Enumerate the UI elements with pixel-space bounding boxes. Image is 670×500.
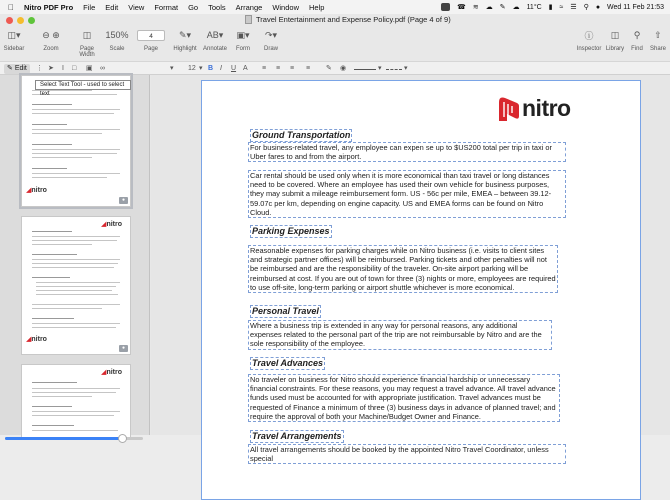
section-heading[interactable]: Parking Expenses: [252, 226, 330, 236]
annotate-button[interactable]: [202, 28, 228, 52]
underline-button[interactable]: U: [231, 65, 237, 72]
italic-button[interactable]: I: [220, 65, 222, 72]
page-label: Page: [143, 46, 158, 52]
zoom-button[interactable]: [40, 28, 62, 52]
inspector-button[interactable]: [576, 28, 602, 52]
thumbnail-badge: ●: [119, 197, 128, 204]
sidebar-label: Sidebar: [3, 46, 25, 52]
thumbnail-size-slider-knob[interactable]: [118, 434, 127, 443]
page-number-input[interactable]: 4: [137, 30, 165, 41]
close-window-button[interactable]: [6, 17, 13, 24]
menu-bar: [0, 0, 670, 14]
page-thumbnail[interactable]: [21, 75, 131, 207]
link-tool-icon[interactable]: ∞: [100, 65, 105, 72]
fill-color-icon[interactable]: ◉: [340, 65, 347, 72]
share-button[interactable]: [648, 28, 668, 52]
bold-button[interactable]: B: [208, 65, 214, 72]
temperature[interactable]: 11°C: [526, 3, 542, 11]
select-text-tooltip: Select Text Tool - used to select text: [35, 80, 131, 90]
nitro-logo-thumb: ◢nitro: [26, 187, 47, 194]
annotate-label: Annotate: [202, 46, 228, 52]
battery-icon[interactable]: ▮: [548, 4, 553, 11]
menu-tools[interactable]: Tools: [208, 2, 226, 12]
zoom-icon: ⊖ ⊕: [42, 29, 60, 40]
paragraph[interactable]: Reasonable expenses for parking charges while on Nitro business (i.e. visits to client sites and strategic partner offices) will be reimbursed. Parking tickets and other penalties will not be reimbursed and are the responsibility of the traveler. On-site airport parking will be reimbursed at cost. If you are out of town for three (3) nights or more, employees are required to use off-site, long-term parking or airport shuttle whichever is more economical.: [248, 245, 558, 293]
app-window: [0, 14, 670, 464]
apple-icon[interactable]: [8, 3, 18, 12]
menu-file[interactable]: File: [83, 2, 96, 12]
form-label: Form: [236, 46, 250, 52]
draw-button[interactable]: [258, 28, 284, 52]
pdf-file-icon: [245, 15, 252, 24]
share-icon: ⇧: [654, 29, 662, 40]
menu-window[interactable]: Window: [272, 2, 299, 12]
page-width-label: Page Width: [79, 46, 95, 58]
section-heading[interactable]: Ground Transportation: [252, 130, 351, 140]
form-button[interactable]: [232, 28, 254, 52]
section-heading[interactable]: Travel Advances: [252, 358, 324, 368]
menu-edit[interactable]: Edit: [105, 2, 119, 12]
edit-mode-button[interactable]: ✎ Edit: [4, 64, 30, 74]
text-select-tool-icon[interactable]: I: [62, 65, 64, 72]
text-annotate-icon: AB▾: [206, 29, 224, 40]
paragraph[interactable]: Car rental should be used only when it is more economical than taxi travel or long distances need to be covered. Where an employee has used their own vehicle for business purposes, they may submit a mileage reimbursement form. US - 56c per mile, EMEA – between 39.12-59.07c per km, depending on engine capacity. US and EMEA forms can be found on Nitro Cloud.: [248, 170, 566, 218]
line-style-dropdown[interactable]: [354, 64, 376, 70]
justify-icon[interactable]: ≡: [306, 65, 311, 72]
sidebar-icon: ◫▾: [7, 29, 21, 40]
weather-icon[interactable]: ☁: [512, 4, 520, 11]
status-app-icon[interactable]: [441, 3, 450, 11]
paragraph[interactable]: For business-related travel, any employee can expen se up to $US200 total per trip in taxi or Uber fares to and from the airport.: [248, 142, 566, 162]
image-tool-icon[interactable]: ▣: [86, 65, 93, 72]
thumbnail-size-slider[interactable]: [5, 437, 143, 440]
draw-icon: ↷▾: [264, 29, 278, 40]
text-color-button[interactable]: A: [243, 65, 248, 72]
library-icon: ◫: [610, 29, 620, 40]
library-label: Library: [605, 46, 625, 52]
menu-go[interactable]: Go: [188, 2, 199, 12]
rect-tool-icon[interactable]: □: [72, 65, 77, 72]
font-dropdown[interactable]: ▾: [170, 65, 174, 72]
library-button[interactable]: [604, 28, 626, 52]
highlight-label: Highlight: [173, 46, 197, 52]
thumbnail-size-slider-fill: [5, 437, 122, 440]
zoom-window-button[interactable]: [28, 17, 35, 24]
wave-icon[interactable]: ≋: [472, 4, 479, 11]
paragraph[interactable]: All travel arrangements should be booked by the appointed Nitro Travel Coordinator, unless special: [248, 444, 566, 464]
edit-label: Edit: [14, 65, 27, 72]
find-label: Find: [631, 46, 643, 52]
format-bar: [0, 61, 670, 75]
section-heading[interactable]: Travel Arrangements: [252, 431, 342, 441]
scale-value[interactable]: 150%: [105, 30, 129, 40]
font-size-field[interactable]: 12: [188, 65, 196, 72]
thumbnail-badge: ●: [119, 345, 128, 352]
window-controls: [6, 17, 35, 24]
menu-help[interactable]: Help: [309, 2, 325, 12]
clock[interactable]: Wed 11 Feb 21:53: [607, 3, 664, 11]
siri-icon[interactable]: ●: [595, 3, 601, 11]
inspector-label: Inspector: [576, 46, 602, 52]
title-bar: [0, 14, 670, 28]
document-title-text: Travel Entertainment and Expense Policy.pdf (Page 4 of 9): [256, 15, 451, 24]
section-heading[interactable]: Personal Travel: [252, 306, 319, 316]
nitro-mark-icon: [496, 93, 520, 123]
pen-icon[interactable]: ✎: [499, 4, 506, 11]
find-button[interactable]: [628, 28, 646, 52]
wifi-icon[interactable]: ≈: [559, 3, 564, 11]
search-icon[interactable]: ⚲: [583, 4, 589, 11]
zoom-label: Zoom: [43, 46, 59, 52]
menu-view[interactable]: View: [128, 2, 145, 12]
page-width-button[interactable]: [72, 28, 102, 58]
line-width-chevron[interactable]: ▾: [404, 65, 408, 72]
form-icon: ▣▾: [236, 29, 250, 40]
app-menu[interactable]: Nitro PDF Pro: [24, 2, 74, 12]
font-size-dropdown[interactable]: ▾: [199, 65, 203, 72]
page-thumbnail[interactable]: [21, 364, 131, 439]
nitro-logo-text: nitro: [522, 94, 571, 121]
minimize-window-button[interactable]: [17, 17, 24, 24]
line-width-dropdown[interactable]: [386, 64, 402, 70]
select-tool-icon[interactable]: ➤: [48, 65, 54, 72]
paragraph[interactable]: No traveler on business for Nitro should experience financial hardship or unnecessary financial constraints. For these reasons, you may request a travel advance. All travel advance funds used must be accounted for with appropriate justification. Travel advances must be requested of Finance a minimum of three (3) business days in advance of planned travel; and require the approval of both your Machine/Budget Owner and Finance.: [248, 374, 560, 422]
nitro-logo-thumb-footer: ◢nitro: [26, 336, 47, 343]
line-style-chevron[interactable]: ▾: [378, 65, 382, 72]
page-control: [136, 28, 166, 52]
find-icon: ⚲: [633, 29, 641, 40]
menu-arrange[interactable]: Arrange: [235, 2, 263, 12]
thumbnail-sidebar: [0, 75, 150, 435]
scale-label: Scale: [109, 46, 125, 52]
draw-label: Draw: [263, 46, 278, 52]
highlight-button[interactable]: [170, 28, 200, 52]
align-left-icon[interactable]: ≡: [262, 65, 267, 72]
nitro-logo: [496, 93, 571, 123]
nitro-logo-thumb: ◢nitro: [101, 221, 122, 228]
sidebar-button[interactable]: [3, 28, 25, 52]
highlighter-icon: ✎▾: [178, 29, 192, 40]
info-icon: ⓘ: [584, 30, 594, 41]
align-right-icon[interactable]: ≡: [290, 65, 295, 72]
share-label: Share: [649, 46, 666, 52]
bell-icon[interactable]: ☎: [457, 4, 466, 11]
paragraph[interactable]: Where a business trip is extended in any way for personal reasons, any additional expenses related to the personal part of the trip are not reimbursable by Nitro and are the sole responsibility of the employee.: [248, 320, 552, 350]
page-thumbnail[interactable]: [21, 216, 131, 355]
page-width-icon: ◫: [82, 29, 92, 40]
scale-control[interactable]: [106, 28, 128, 52]
status-area: [441, 0, 664, 14]
cloud-icon[interactable]: ☁: [485, 4, 493, 11]
document-title: [245, 15, 451, 24]
control-center-icon[interactable]: ☰: [570, 4, 577, 11]
more-options-icon[interactable]: ⋮: [36, 65, 43, 72]
menu-format[interactable]: Format: [154, 2, 179, 12]
document-view[interactable]: [151, 75, 670, 464]
align-center-icon[interactable]: ≡: [276, 65, 281, 72]
toolbar: [0, 28, 670, 61]
stroke-color-icon[interactable]: ✎: [326, 65, 332, 72]
pdf-page[interactable]: [201, 80, 641, 500]
nitro-logo-thumb: ◢nitro: [101, 369, 122, 376]
